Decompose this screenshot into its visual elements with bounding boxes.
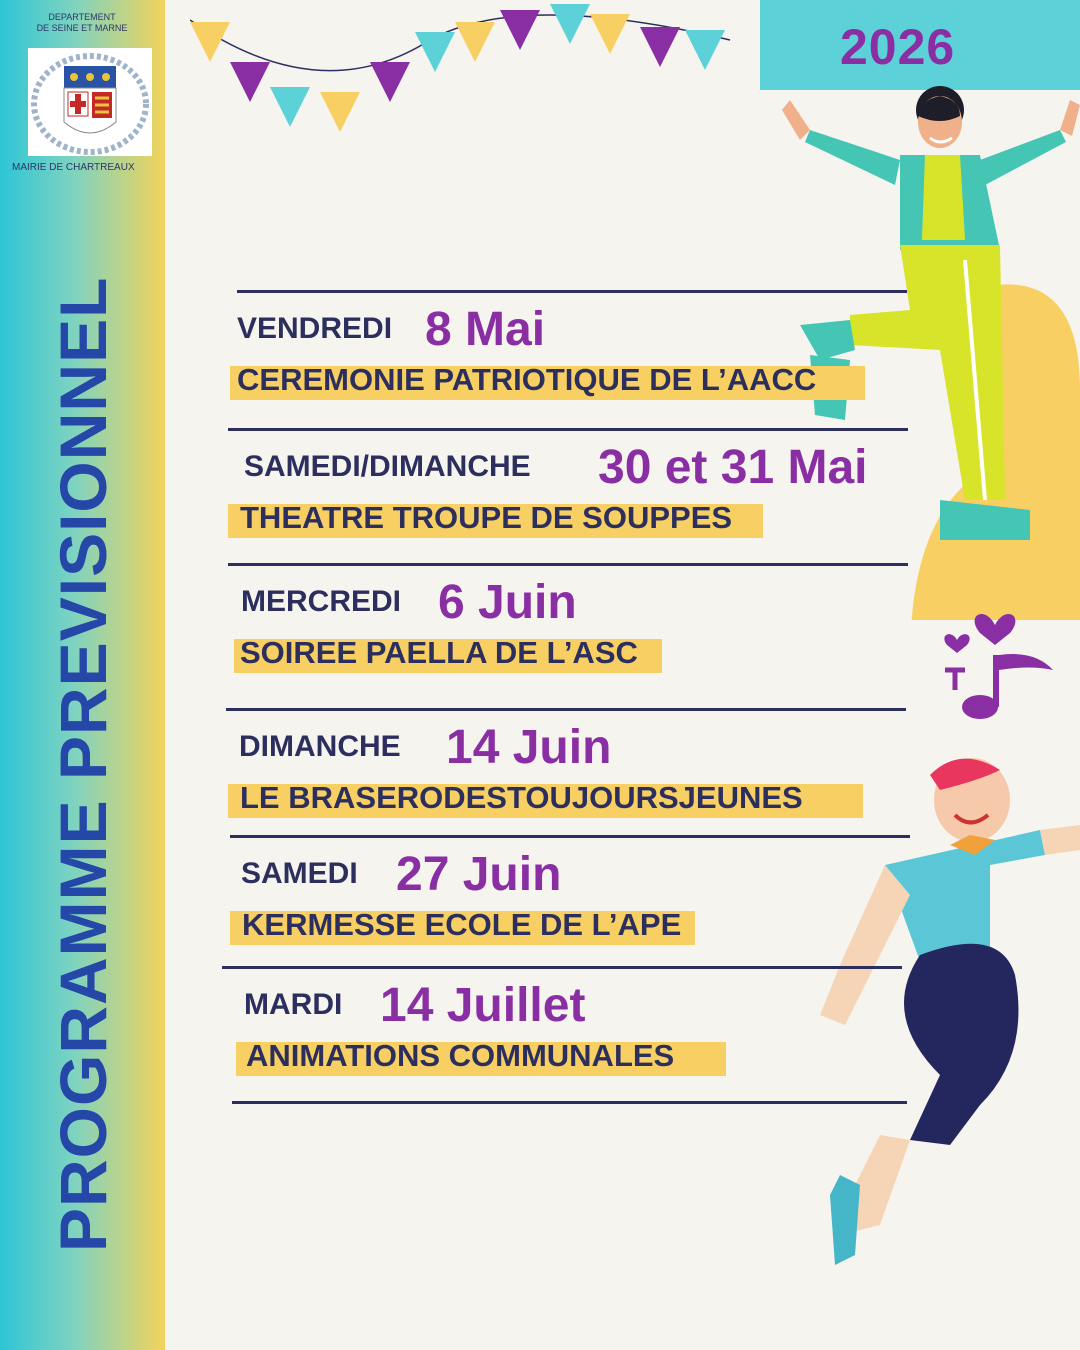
bunting-flag [230, 62, 270, 102]
music-hearts-icon [935, 595, 1055, 725]
municipal-logo [12, 10, 152, 173]
event-title: ANIMATIONS COMMUNALES [246, 1038, 675, 1073]
event-date: 14 Juin [446, 721, 612, 774]
event-date: 8 Mai [425, 303, 546, 356]
event-day: SAMEDI/DIMANCHE [244, 450, 531, 483]
dancing-woman-illustration [760, 60, 1080, 620]
event-day: MERCREDI [241, 585, 402, 618]
bunting-flag [190, 22, 230, 62]
event-divider [232, 1101, 907, 1104]
bunting-flag [685, 30, 725, 70]
coat-of-arms-icon [28, 48, 152, 156]
bunting-flag [270, 87, 310, 127]
bunting-decoration [190, 0, 750, 135]
jumping-man-illustration [800, 755, 1080, 1275]
bunting-flag [455, 22, 495, 62]
event-divider [230, 835, 910, 838]
event-title: CEREMONIE PATRIOTIQUE DE L’AACC [237, 362, 817, 397]
programme-title: PROGRAMME PREVISIONNEL [46, 276, 120, 1252]
event-date: 14 Juillet [380, 979, 586, 1032]
year-label: 2026 [840, 19, 956, 75]
event-date: 6 Juin [438, 576, 577, 629]
event-day: MARDI [244, 988, 343, 1021]
event-day: VENDREDI [237, 312, 393, 345]
event-date: 30 et 31 Mai [598, 441, 868, 494]
event-divider [226, 708, 906, 711]
bunting-flag [590, 14, 630, 54]
bunting-flag [550, 4, 590, 44]
event-date: 27 Juin [396, 848, 562, 901]
bunting-flag [640, 27, 680, 67]
bunting-flag [500, 10, 540, 50]
bunting-flag [370, 62, 410, 102]
mairie-label: MAIRIE DE CHARTREAUX [12, 162, 135, 173]
event-title: KERMESSE ECOLE DE L’APE [242, 907, 682, 942]
event-divider [222, 966, 902, 969]
event-title: LE BRASERODESTOUJOURSJEUNES [240, 780, 803, 815]
event-divider [228, 563, 908, 566]
event-day: DIMANCHE [239, 730, 401, 763]
sidebar [0, 0, 165, 1350]
event-divider [237, 290, 907, 293]
event-day: SAMEDI [241, 857, 358, 890]
event-title: SOIREE PAELLA DE L’ASC [240, 635, 638, 670]
event-title: THEATRE TROUPE DE SOUPPES [240, 500, 733, 535]
bunting-flag [320, 92, 360, 132]
department-label: DEPARTEMENT DE SEINE ET MARNE [36, 12, 128, 33]
event-divider [228, 428, 908, 431]
bunting-flag [415, 32, 455, 72]
